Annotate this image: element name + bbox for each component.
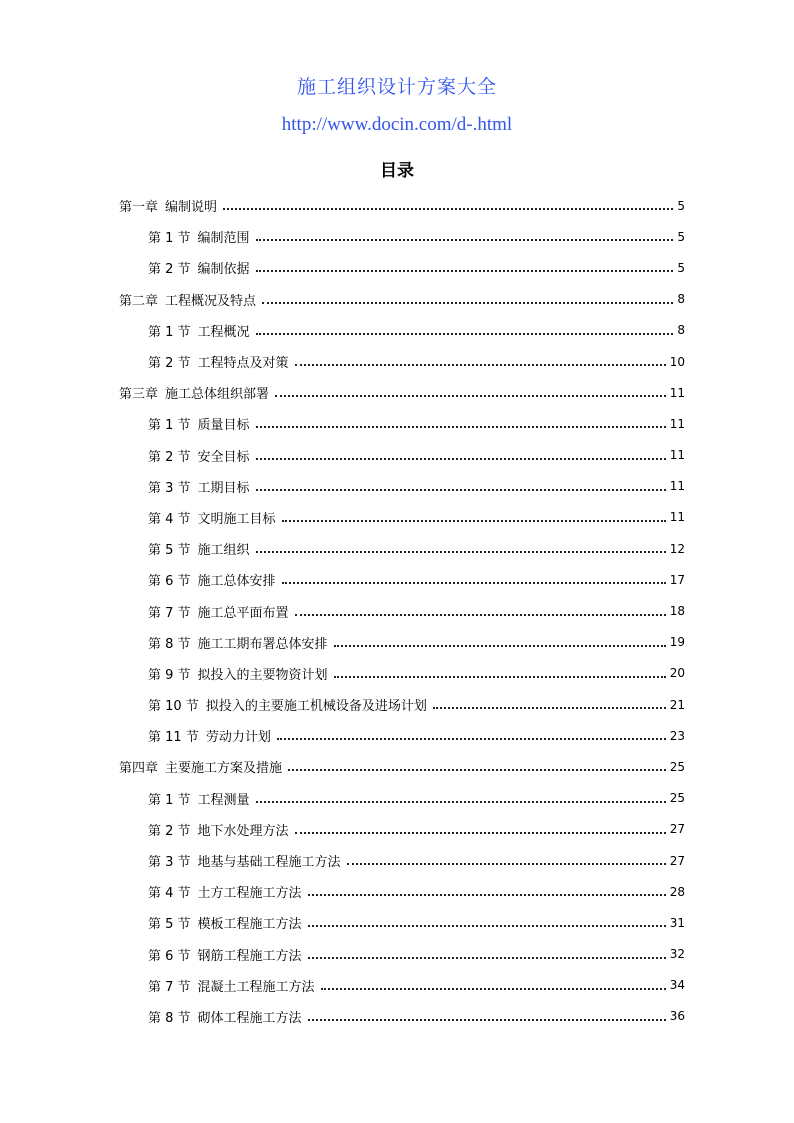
toc-entry-number: 第 2 节 bbox=[148, 262, 191, 278]
toc-chapter-entry[interactable] bbox=[0, 377, 685, 408]
toc-entry-page-number: 11 bbox=[669, 448, 685, 463]
toc-section-entry[interactable] bbox=[0, 783, 685, 814]
toc-entry-number: 第 1 节 bbox=[148, 792, 191, 808]
toc-dot-leader bbox=[295, 819, 666, 834]
toc-dot-leader bbox=[347, 850, 666, 865]
toc-entry-page-number: 27 bbox=[669, 853, 685, 868]
toc-entry-page-number: 25 bbox=[669, 759, 685, 774]
toc-entry-title: 施工总体组织部署 bbox=[165, 387, 270, 403]
toc-entry-number: 第 9 节 bbox=[148, 667, 191, 683]
toc-entry-number: 第三章 bbox=[119, 387, 159, 403]
toc-entry-page-number: 27 bbox=[669, 822, 685, 837]
toc-section-entry[interactable] bbox=[0, 907, 685, 938]
toc-entry-title: 劳动力计划 bbox=[205, 730, 271, 746]
toc-entry-page-number: 23 bbox=[669, 728, 685, 743]
toc-entry-title: 施工工期布署总体安排 bbox=[197, 636, 328, 652]
toc-entry-page-number: 31 bbox=[669, 915, 685, 930]
toc-dot-leader bbox=[308, 1006, 666, 1021]
toc-entry-page-number: 18 bbox=[669, 604, 685, 619]
toc-entry-number: 第 7 节 bbox=[148, 979, 191, 995]
toc-entry-title: 工程特点及对策 bbox=[197, 356, 289, 372]
toc-entry-number: 第 4 节 bbox=[148, 511, 191, 527]
toc-entry-page-number: 8 bbox=[677, 323, 685, 338]
toc-entry-number: 第 8 节 bbox=[148, 1010, 191, 1026]
toc-section-entry[interactable] bbox=[0, 1001, 685, 1032]
toc-dot-leader bbox=[256, 257, 673, 272]
toc-section-entry[interactable] bbox=[0, 876, 685, 907]
toc-entry-title: 拟投入的主要物资计划 bbox=[197, 667, 328, 683]
toc-entry-page-number: 34 bbox=[669, 978, 685, 993]
toc-entry-title: 工程测量 bbox=[197, 792, 250, 808]
toc-dot-leader bbox=[321, 975, 666, 990]
toc-entry-title: 施工总体安排 bbox=[197, 574, 276, 590]
toc-entry-title: 地基与基础工程施工方法 bbox=[197, 855, 341, 871]
toc-dot-leader bbox=[275, 382, 666, 397]
toc-entry-page-number: 5 bbox=[677, 198, 685, 213]
toc-entry-page-number: 21 bbox=[669, 697, 685, 712]
toc-section-entry[interactable] bbox=[0, 939, 685, 970]
toc-section-entry[interactable] bbox=[0, 814, 685, 845]
document-header-link[interactable]: http://www.docin.com/d-.html bbox=[281, 114, 513, 135]
toc-entry-page-number: 11 bbox=[669, 385, 685, 400]
toc-entry-title: 土方工程施工方法 bbox=[197, 886, 302, 902]
toc-dot-leader bbox=[433, 694, 666, 709]
toc-entry-number: 第一章 bbox=[119, 200, 159, 216]
toc-dot-leader bbox=[256, 476, 666, 491]
toc-chapter-entry[interactable] bbox=[0, 751, 685, 782]
toc-dot-leader bbox=[282, 569, 666, 584]
toc-dot-leader bbox=[282, 507, 666, 522]
toc-entry-page-number: 17 bbox=[669, 572, 685, 587]
toc-entry-page-number: 5 bbox=[677, 229, 685, 244]
toc-dot-leader bbox=[308, 912, 666, 927]
toc-entry-title: 拟投入的主要施工机械设备及进场计划 bbox=[205, 699, 427, 715]
toc-dot-leader bbox=[334, 632, 666, 647]
toc-entry-page-number: 11 bbox=[669, 510, 685, 525]
toc-entry-number: 第 1 节 bbox=[148, 418, 191, 434]
toc-dot-leader bbox=[256, 413, 666, 428]
toc-entry-title: 编制范围 bbox=[197, 231, 250, 247]
toc-entry-page-number: 11 bbox=[669, 416, 685, 431]
toc-entry-number: 第 2 节 bbox=[148, 823, 191, 839]
toc-entry-title: 工期目标 bbox=[197, 480, 250, 496]
toc-entry-number: 第 10 节 bbox=[148, 699, 199, 715]
toc-entry-number: 第 3 节 bbox=[148, 480, 191, 496]
toc-section-entry[interactable] bbox=[0, 440, 685, 471]
toc-section-entry[interactable] bbox=[0, 689, 685, 720]
toc-entry-page-number: 10 bbox=[669, 354, 685, 369]
toc-section-entry[interactable] bbox=[0, 346, 685, 377]
toc-section-entry[interactable] bbox=[0, 845, 685, 876]
toc-section-entry[interactable] bbox=[0, 252, 685, 283]
toc-entry-page-number: 28 bbox=[669, 884, 685, 899]
toc-entry-title: 主要施工方案及措施 bbox=[165, 761, 283, 777]
toc-dot-leader bbox=[256, 226, 673, 241]
toc-entry-title: 地下水处理方法 bbox=[197, 823, 289, 839]
toc-section-entry[interactable] bbox=[0, 502, 685, 533]
toc-dot-leader bbox=[256, 320, 673, 335]
toc-entry-title: 混凝土工程施工方法 bbox=[197, 979, 315, 995]
toc-dot-leader bbox=[288, 756, 666, 771]
toc-section-entry[interactable] bbox=[0, 720, 685, 751]
toc-entry-title: 模板工程施工方法 bbox=[197, 917, 302, 933]
toc-entry-number: 第 2 节 bbox=[148, 449, 191, 465]
toc-section-entry[interactable] bbox=[0, 564, 685, 595]
toc-entry-title: 质量目标 bbox=[197, 418, 250, 434]
toc-section-entry[interactable] bbox=[0, 595, 685, 626]
toc-entry-page-number: 11 bbox=[669, 479, 685, 494]
toc-chapter-entry[interactable] bbox=[0, 284, 685, 315]
toc-section-entry[interactable] bbox=[0, 533, 685, 564]
toc-section-entry[interactable] bbox=[0, 315, 685, 346]
toc-entry-number: 第 11 节 bbox=[148, 730, 199, 746]
toc-section-entry[interactable] bbox=[0, 970, 685, 1001]
toc-dot-leader bbox=[256, 538, 666, 553]
toc-dot-leader bbox=[256, 445, 666, 460]
toc-entry-title: 文明施工目标 bbox=[197, 511, 276, 527]
toc-dot-leader bbox=[256, 788, 666, 803]
toc-section-entry[interactable] bbox=[0, 221, 685, 252]
toc-section-entry[interactable] bbox=[0, 471, 685, 502]
toc-entry-number: 第二章 bbox=[119, 293, 159, 309]
document-header-title: 施工组织设计方案大全 bbox=[296, 76, 497, 98]
toc-entry-title: 安全目标 bbox=[197, 449, 250, 465]
toc-entry-number: 第 6 节 bbox=[148, 948, 191, 964]
toc-entry-number: 第 5 节 bbox=[148, 543, 191, 559]
toc-entry-page-number: 25 bbox=[669, 791, 685, 806]
toc-entry-page-number: 19 bbox=[669, 635, 685, 650]
toc-section-entry[interactable] bbox=[0, 627, 685, 658]
toc-entry-page-number: 12 bbox=[669, 541, 685, 556]
toc-entry-number: 第四章 bbox=[119, 761, 159, 777]
toc-entry-page-number: 32 bbox=[669, 947, 685, 962]
toc-chapter-entry[interactable] bbox=[0, 190, 685, 221]
toc-entry-page-number: 20 bbox=[669, 666, 685, 681]
toc-entry-number: 第 1 节 bbox=[148, 324, 191, 340]
toc-section-entry[interactable] bbox=[0, 658, 685, 689]
toc-entry-title: 砌体工程施工方法 bbox=[197, 1010, 302, 1026]
toc-entry-number: 第 2 节 bbox=[148, 356, 191, 372]
toc-entry-title: 编制依据 bbox=[197, 262, 250, 278]
table-of-contents bbox=[0, 190, 794, 1032]
toc-entry-number: 第 1 节 bbox=[148, 231, 191, 247]
toc-entry-page-number: 5 bbox=[677, 260, 685, 275]
toc-dot-leader bbox=[308, 881, 666, 896]
toc-dot-leader bbox=[262, 289, 673, 304]
toc-dot-leader bbox=[308, 944, 666, 959]
toc-section-entry[interactable] bbox=[0, 408, 685, 439]
toc-dot-leader bbox=[334, 663, 666, 678]
toc-entry-title: 施工总平面布置 bbox=[197, 605, 289, 621]
toc-entry-number: 第 3 节 bbox=[148, 855, 191, 871]
toc-entry-title: 编制说明 bbox=[165, 200, 218, 216]
toc-entry-number: 第 5 节 bbox=[148, 917, 191, 933]
toc-heading: 目录 bbox=[380, 161, 414, 181]
toc-entry-page-number: 8 bbox=[677, 292, 685, 307]
toc-entry-title: 钢筋工程施工方法 bbox=[197, 948, 302, 964]
toc-dot-leader bbox=[223, 195, 673, 210]
toc-entry-title: 工程概况及特点 bbox=[165, 293, 257, 309]
toc-entry-title: 施工组织 bbox=[197, 543, 250, 559]
toc-entry-page-number: 36 bbox=[669, 1009, 685, 1024]
toc-dot-leader bbox=[295, 351, 666, 366]
toc-entry-title: 工程概况 bbox=[197, 324, 250, 340]
toc-entry-number: 第 8 节 bbox=[148, 636, 191, 652]
toc-dot-leader bbox=[277, 725, 666, 740]
toc-dot-leader bbox=[295, 601, 666, 616]
toc-entry-number: 第 7 节 bbox=[148, 605, 191, 621]
toc-entry-number: 第 6 节 bbox=[148, 574, 191, 590]
toc-entry-number: 第 4 节 bbox=[148, 886, 191, 902]
